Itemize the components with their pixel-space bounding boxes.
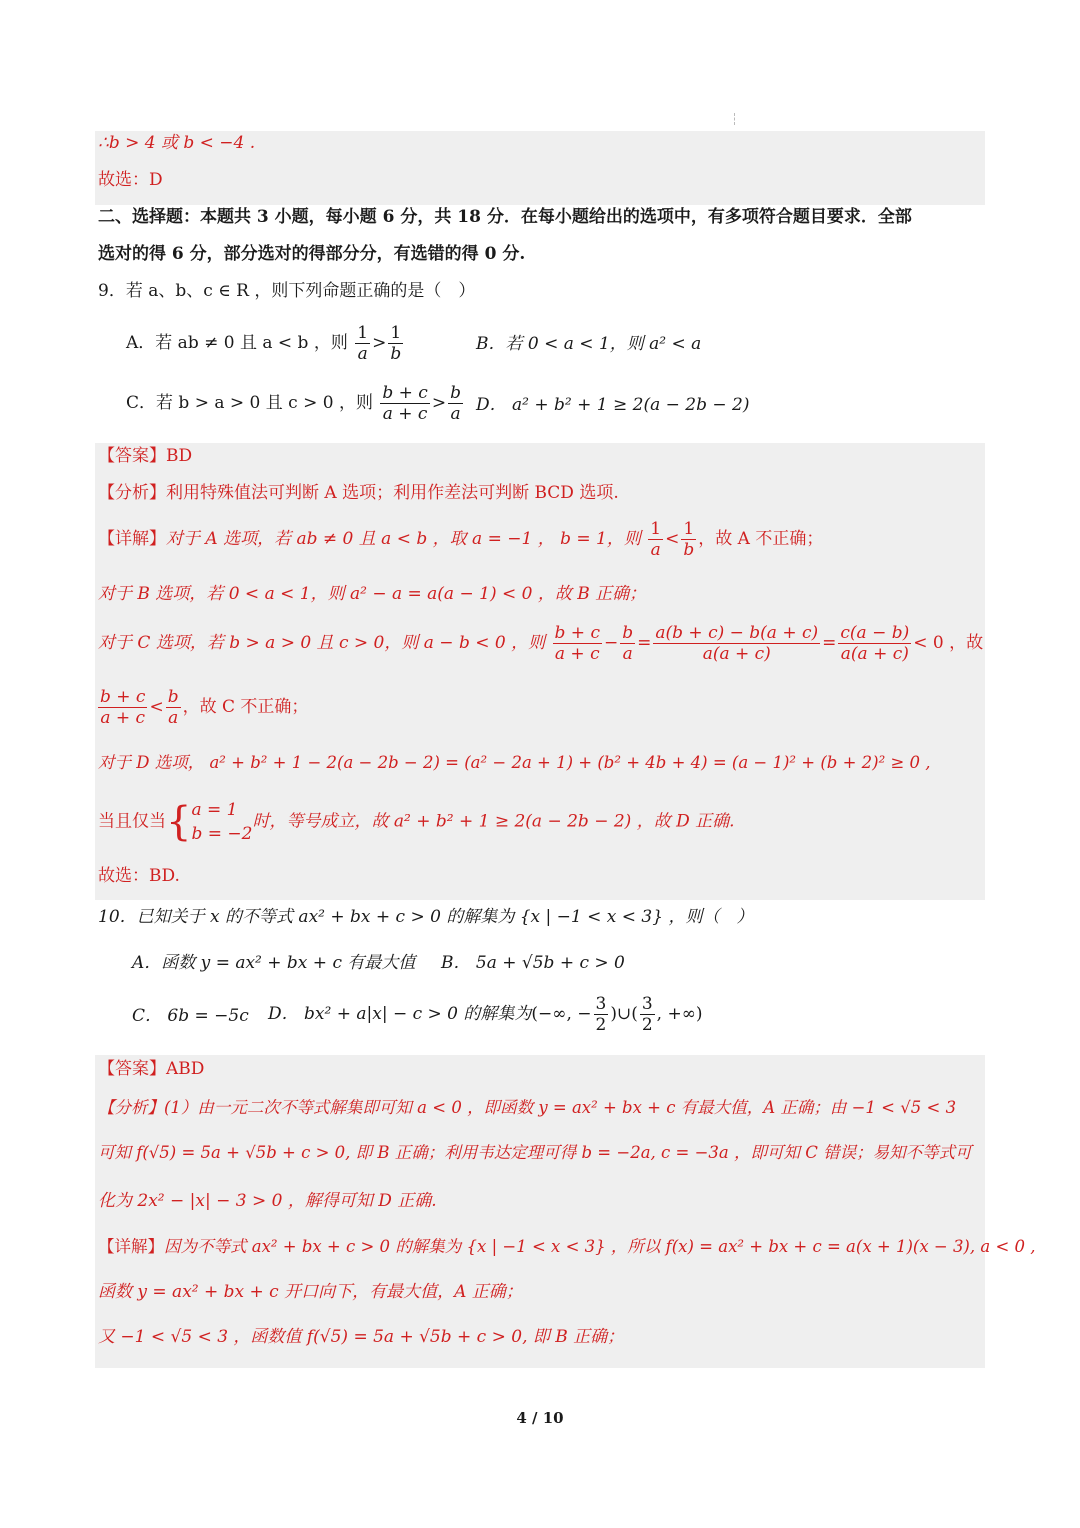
q9-option-c: [126, 383, 465, 424]
q9-option-d: D． a² + b² + 1 ≥ 2(a − 2b − 2): [476, 395, 750, 415]
equals-sign: =: [822, 633, 837, 653]
q10-detail-line1: [98, 1235, 1036, 1259]
q9-detail-c: [98, 623, 983, 664]
fraction: $\frac{1}{b}$: [390, 323, 402, 364]
detail-label: 【详解】: [98, 1237, 164, 1256]
greater-sign: >: [431, 393, 447, 413]
fraction: $\frac{3}{2}$: [595, 994, 607, 1035]
q9-detail-c-text: 对于 C 选项，若 b > a > 0 且 c > 0，则 a − b < 0 ，则: [98, 633, 546, 653]
section-header-line2: 选对的得 6 分，部分选对的得部分分，有选错的得 0 分.: [98, 244, 526, 264]
q10-detail-line2: 函数 y = ax² + bx + c 开口向下，有最大值，A 正确；: [98, 1282, 523, 1302]
less-sign: <: [665, 529, 680, 549]
q9-option-c-text: C．若 b > a > 0 且 c > 0 ，则: [126, 393, 373, 413]
q9-detail-d: 对于 D 选项， a² + b² + 1 − 2(a − 2b − 2) = (a² − 2a + 1) + (b² + 4b + 4) = (a − 1)² + (b + 2)² ≥ 0 ,: [98, 753, 931, 772]
minus-sign: −: [603, 633, 619, 653]
q10-analysis-line3: 化为 2x² − |x| − 3 > 0 ，解得可知 D 正确.: [98, 1191, 437, 1211]
q9-option-a: [126, 323, 405, 364]
q9-answer: 【答案】BD: [98, 446, 193, 466]
fraction: $\frac{1}{a}$: [357, 323, 369, 364]
fraction: $\frac{b + c}{a + c}$: [554, 623, 600, 664]
eq-pre: 当且仅当: [98, 811, 166, 832]
fraction: $\frac{a(b + c) - b(a + c)}{a(a + c)}$: [655, 623, 819, 664]
q9-final: 故选：BD.: [98, 866, 180, 886]
equals-sign: =: [637, 633, 652, 653]
fraction: $\frac{1}{b}$: [683, 519, 695, 560]
q10-stem: 10．已知关于 x 的不等式 ax² + bx + c > 0 的解集为 {x | −1 < x < 3} ，则（ ）: [98, 907, 754, 927]
fraction: $\frac{3}{2}$: [641, 994, 653, 1035]
q9-detail-c-end: < 0 ，故: [913, 633, 984, 653]
page-number: 4 / 10: [516, 1409, 564, 1427]
fraction: $\frac{c(a - b)}{a(a + c)}$: [840, 623, 910, 664]
eq-post: 时，等号成立，故 a² + b² + 1 ≥ 2(a − 2b − 2) ，故 D 正确.: [252, 811, 735, 832]
q9-detail-a-text: 对于 A 选项，若 ab ≠ 0 且 a < b ，取 a = −1 ， b = 1，则: [166, 529, 641, 549]
q10-option-d: [268, 994, 703, 1035]
equation-system: a = 1 b = −2: [191, 800, 253, 844]
q10-option-c: C． 6b = −5c: [132, 1006, 249, 1026]
q9-detail-b: 对于 B 选项，若 0 < a < 1，则 a² − a = a(a − 1) < 0 ，故 B 正确；: [98, 584, 647, 604]
q9-stem: 9．若 a、b、c ∈ R ，则下列命题正确的是（ ）: [98, 281, 476, 301]
q10-option-a: A．函数 y = ax² + bx + c 有最大值: [132, 953, 416, 973]
fraction: $\frac{1}{a}$: [650, 519, 662, 560]
q9-detail-a-end: ，故 A 不正确；: [698, 529, 824, 549]
q10-detail-line1-text: 因为不等式 ax² + bx + c > 0 的解集为 {x | −1 < x < 3} ，所以 f(x) = ax² + bx + c = a(x + 1)(x − 3), a < 0 ,: [164, 1237, 1036, 1256]
fraction: $\frac{b + c}{a + c}$: [100, 687, 146, 728]
section-header-line1: 二、选择题：本题共 3 小题，每小题 6 分，共 18 分．在每小题给出的选项中，有多项符合题目要求．全部: [98, 207, 912, 227]
page-margin-mark: [734, 113, 736, 125]
q10-analysis-line1: 【分析】(1）由一元二次不等式解集即可知 a < 0 ，即函数 y = ax² + bx + c 有最大值，A 正确；由 −1 < √5 < 3: [98, 1098, 957, 1117]
q9-detail-c2: [98, 687, 308, 728]
q9-detail-a: [98, 519, 823, 560]
q9-analysis: 【分析】利用特殊值法可判断 A 选项；利用作差法可判断 BCD 选项.: [98, 483, 619, 503]
q9-option-a-text: A．若 ab ≠ 0 且 a < b ，则: [126, 333, 348, 353]
q10-option-b: B． 5a + √5b + c > 0: [441, 953, 625, 973]
greater-sign: >: [372, 333, 387, 353]
q10-analysis-line2: 可知 f(√5) = 5a + √5b + c > 0, 即 B 正确；利用韦达定理可得 b = −2a, c = −3a ，即可知 C 错误；易知不等式可: [98, 1143, 972, 1162]
less-sign: <: [149, 697, 164, 717]
fraction: $\frac{b}{a}$: [622, 623, 634, 664]
left-brace: {: [166, 799, 192, 845]
q10-detail-line3: 又 −1 < √5 < 3 ，函数值 f(√5) = 5a + √5b + c > 0, 即 B 正确；: [98, 1327, 625, 1347]
interval-part: (−∞, −: [531, 1004, 592, 1024]
interval-part: , +∞): [656, 1004, 703, 1024]
fraction: $\frac{b}{a}$: [167, 687, 179, 728]
q9-detail-c2-end: ，故 C 不正确；: [182, 697, 309, 717]
q10-option-d-text: D． bx² + a|x| − c > 0 的解集为: [268, 1004, 532, 1024]
q9-option-b: B．若 0 < a < 1，则 a² < a: [476, 334, 702, 354]
prev-solution-choice: 故选：D: [98, 170, 163, 190]
prev-solution-conclusion: ∴b > 4 或 b < −4 .: [98, 133, 256, 153]
interval-union: )∪(: [610, 1004, 638, 1024]
fraction: $\frac{b}{a}$: [450, 383, 461, 424]
fraction: $\frac{b + c}{a + c}$: [382, 383, 428, 424]
q9-equality-condition: [98, 798, 735, 846]
q10-answer: 【答案】ABD: [98, 1059, 205, 1079]
detail-label: 【详解】: [98, 529, 166, 549]
